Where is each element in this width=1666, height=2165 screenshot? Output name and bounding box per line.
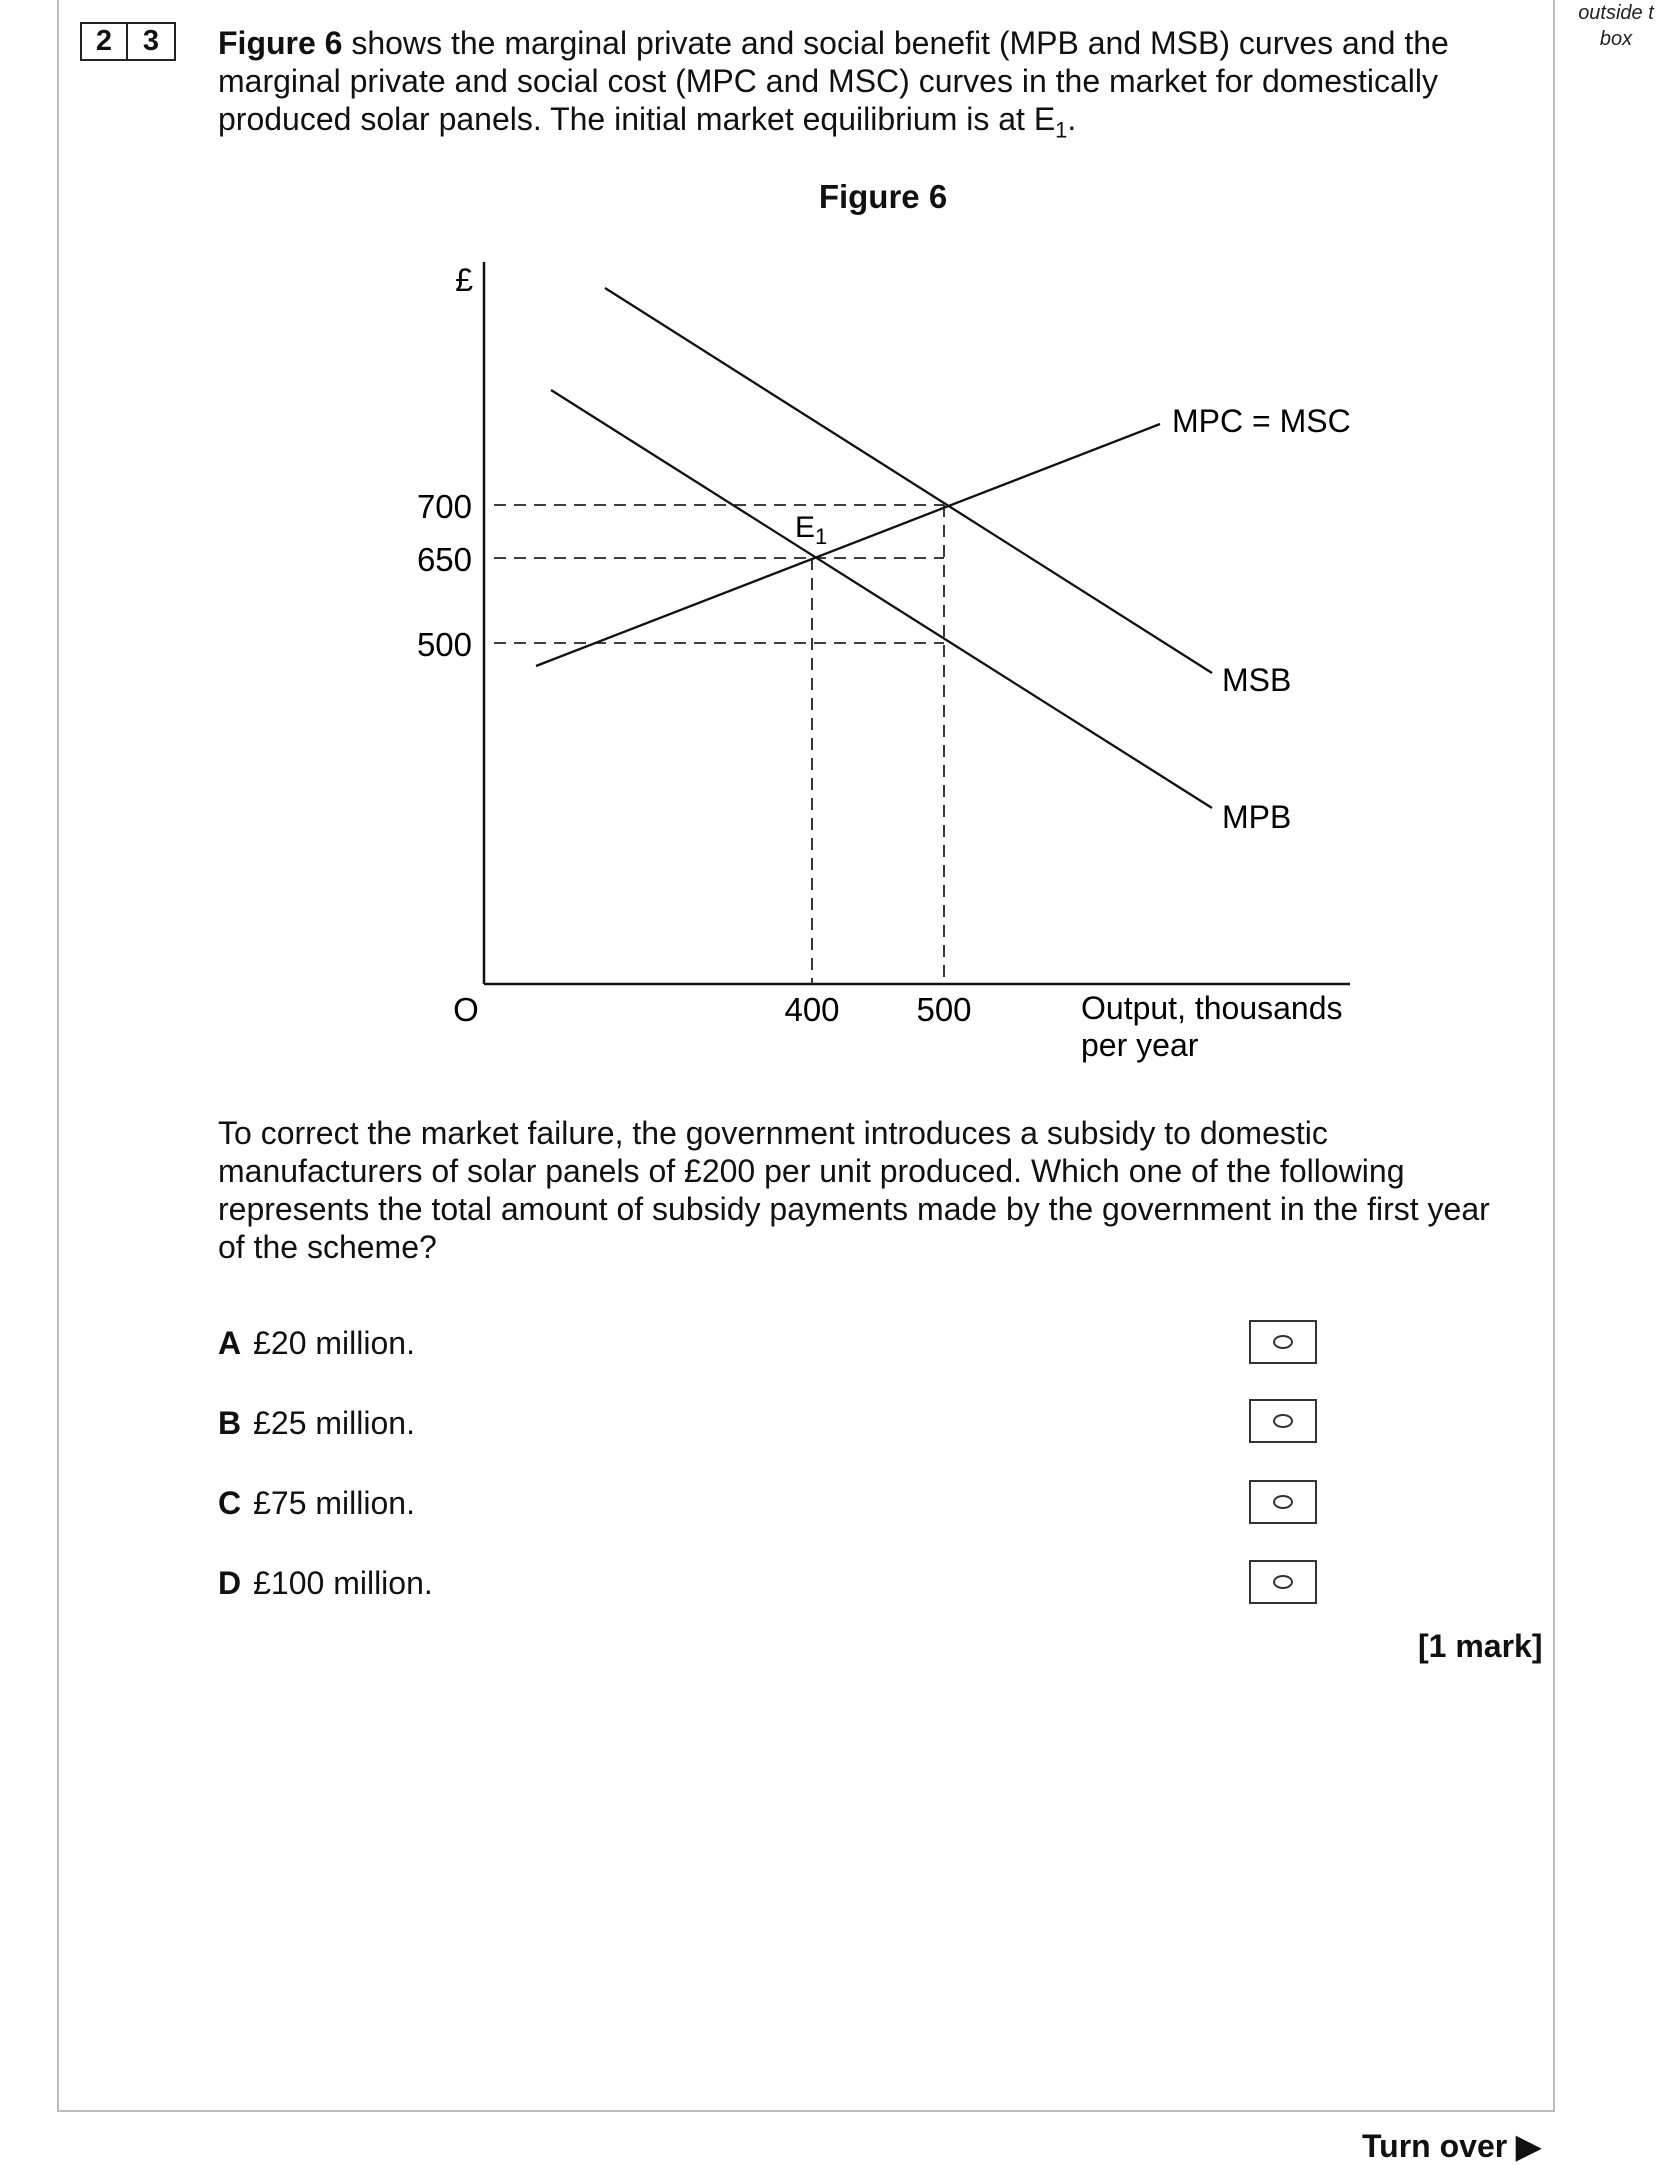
option-a (218, 1325, 415, 1362)
option-a-text: £20 million. (253, 1325, 415, 1361)
x-tick-400: 400 (784, 991, 840, 1028)
answer-box-c[interactable] (1249, 1480, 1317, 1524)
y-tick-700: 700 (416, 488, 472, 525)
answer-oval-icon (1273, 1495, 1293, 1509)
option-b-letter: B (218, 1405, 242, 1441)
option-a-letter: A (218, 1325, 242, 1361)
question-text: To correct the market failure, the government introduces a subsidy to domestic manufacturers of solar panels of £200 per unit produced. Which one of the following represents the total amount of subsidy payments made by the government in the first year of the scheme? (218, 1115, 1490, 1265)
msb-label: MSB (1222, 662, 1292, 698)
answer-oval-icon (1273, 1414, 1293, 1428)
question-number-digit-1: 2 (80, 22, 128, 61)
mpc-msc-label: MPC = MSC (1172, 403, 1351, 439)
option-b (218, 1405, 415, 1442)
answer-oval-icon (1273, 1335, 1293, 1349)
outside-box-note: outside t box (1578, 2, 1654, 50)
y-tick-650: 650 (416, 541, 472, 578)
mpc-msc-curve (536, 424, 1160, 666)
mpb-curve (551, 390, 1212, 808)
x-axis-label-line1: Output, thousands (1081, 990, 1343, 1026)
answer-box-d[interactable] (1249, 1560, 1317, 1604)
mpb-label: MPB (1222, 799, 1292, 835)
answer-oval-icon (1273, 1575, 1293, 1589)
option-d-text: £100 million. (253, 1565, 433, 1601)
mark-allocation: [1 mark] (1418, 1628, 1543, 1664)
turn-over-label: Turn over ▶ (1362, 2128, 1541, 2164)
answer-box-b[interactable] (1249, 1399, 1317, 1443)
option-c (218, 1485, 415, 1522)
y-axis-label: £ (455, 262, 473, 298)
y-tick-500: 500 (416, 626, 472, 663)
answer-box-a[interactable] (1249, 1320, 1317, 1364)
intro-text: shows the marginal private and social benefit (MPB and MSB) curves and the marginal private and social cost (MPC and MSC) curves in the market for domestically produced solar panels. The initial market equilibrium is at E (218, 25, 1449, 137)
figure-reference: Figure 6 (218, 25, 343, 61)
origin-label: O (453, 991, 479, 1028)
question-number-digit-2: 3 (128, 22, 176, 61)
x-tick-500: 500 (916, 991, 972, 1028)
equilibrium-label: $E_1$ (795, 511, 828, 549)
intro-subscript: 1 (1055, 117, 1068, 143)
x-axis-label-line2: per year (1081, 1027, 1199, 1063)
option-c-text: £75 million. (253, 1485, 415, 1521)
option-d (218, 1565, 433, 1602)
option-d-letter: D (218, 1565, 242, 1601)
figure-title: Figure 6 (818, 178, 948, 215)
option-b-text: £25 million. (253, 1405, 415, 1441)
intro-end: . (1067, 101, 1077, 137)
option-c-letter: C (218, 1485, 242, 1521)
